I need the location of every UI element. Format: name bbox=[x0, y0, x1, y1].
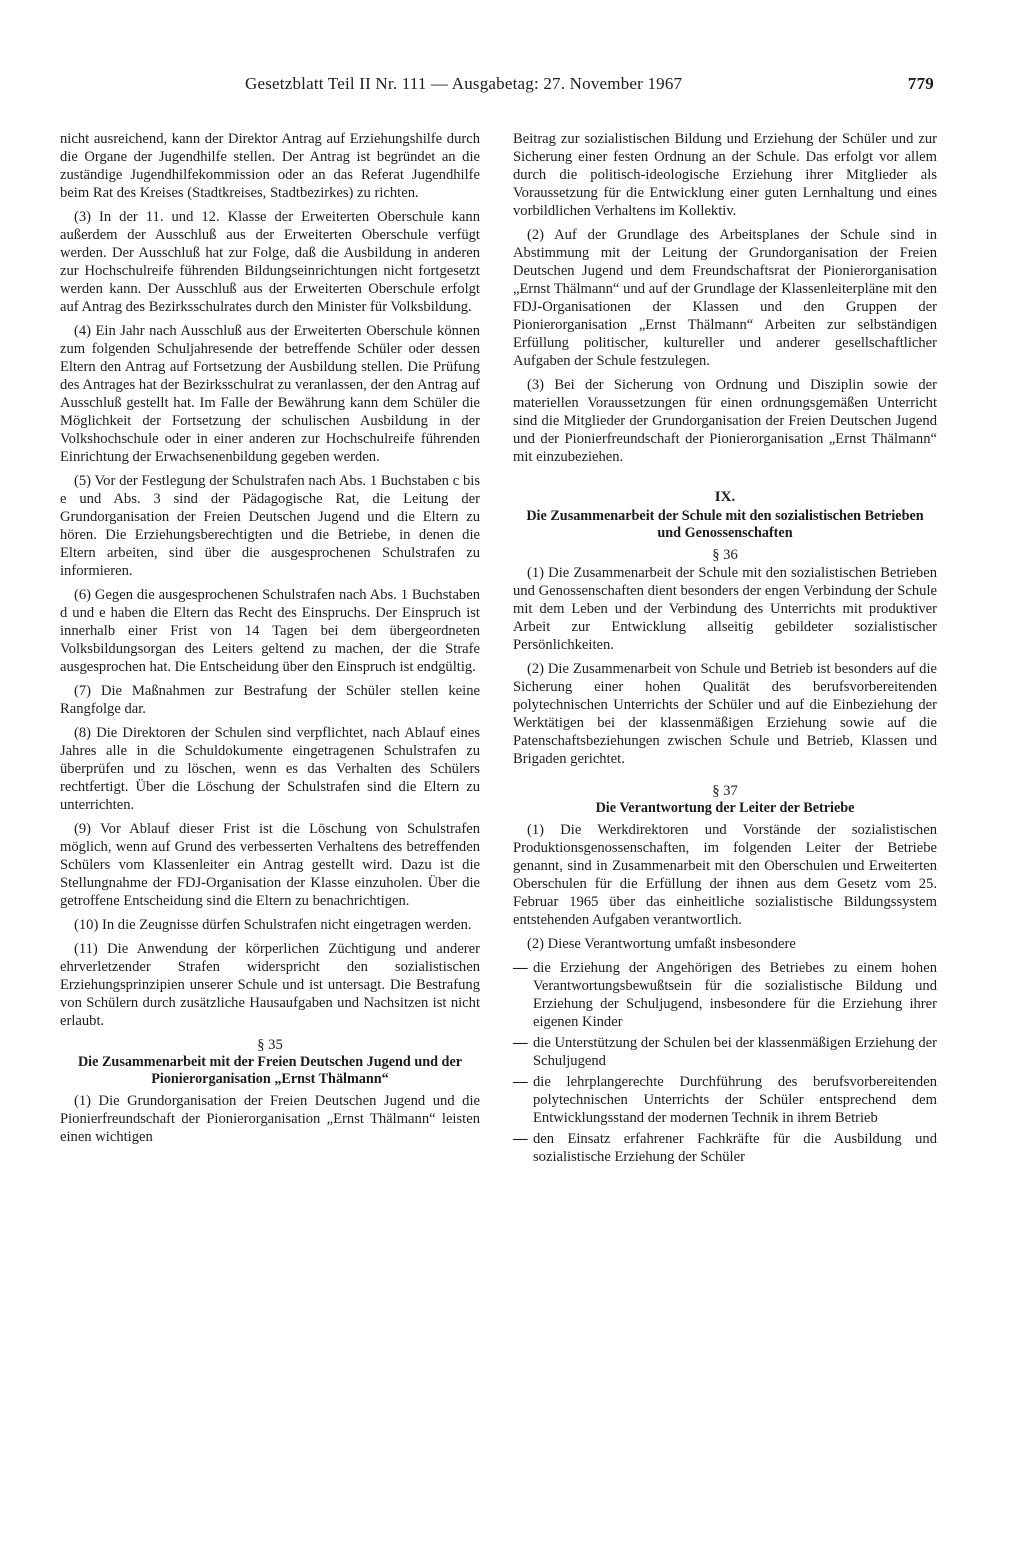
dash-list bbox=[513, 959, 937, 1166]
paragraph: (1) Die Grundorganisation der Freien Deutschen Jugend und die Pionierfreundschaft der Pionierorganisation „Ernst Thälmann“ leisten einen wichtigen bbox=[60, 1093, 480, 1145]
header-title: Gesetzblatt Teil II Nr. 111 — Ausgabetag: 27. November 1967 bbox=[245, 74, 683, 93]
section-number: § 35 bbox=[257, 1037, 283, 1053]
chapter-heading: Die Zusammenarbeit der Schule mit den sozialistischen Betrieben und Genossenschaften bbox=[526, 508, 924, 541]
list-item-text: die Erziehung der Angehörigen des Betriebes zu einem hohen Verantwortungsbewußtsein für die sozialistische Bildung und Erziehung der Schuljugend, insbesondere für die Erziehung ihrer eigenen Kinder bbox=[533, 960, 937, 1030]
list-item bbox=[513, 1073, 937, 1127]
list-item-text: die Unterstützung der Schulen bei der klassenmäßigen Erziehung der Schuljugend bbox=[533, 1035, 937, 1069]
dash-marker: — bbox=[513, 1131, 528, 1147]
paragraph: (2) Diese Verantwortung umfaßt insbesondere bbox=[527, 936, 796, 952]
paragraph: (7) Die Maßnahmen zur Bestrafung der Schüler stellen keine Rangfolge dar. bbox=[60, 683, 480, 717]
paragraph: nicht ausreichend, kann der Direktor Antrag auf Erziehungshilfe durch die Organe der Jugendhilfe stellen. Der Antrag ist begründet an die zuständige Jugendhilfekommission oder an das Referat Jugendhilfe beim Rat des Kreises (Stadtkreises, Stadtbezirkes) zu richten. bbox=[60, 131, 480, 201]
chapter-number: IX. bbox=[714, 489, 736, 505]
paragraph: (2) Auf der Grundlage des Arbeitsplanes der Schule sind in Abstimmung mit der Leitung der Grundorganisation der Freien Deutschen Jugend und dem Freundschaftsrat der Pionierorganisation „Ernst Thälmann“ und auf der Grundlage der Klassenleiterpläne mit den FDJ-Organisationen der Klassen und den Gruppen der Pionierorganisation „Ernst Thälmann“ Arbeiten zur selbständigen Erfüllung politischer, kultureller und anderer gesellschaftlicher Aufgaben der Schule festzulegen. bbox=[513, 227, 937, 369]
section-number: § 37 bbox=[712, 783, 738, 799]
list-item bbox=[513, 1130, 937, 1166]
paragraph: (8) Die Direktoren der Schulen sind verpflichtet, nach Ablauf eines Jahres alle in die Schuldokumente eingetragenen Schulstrafen zu überprüfen und zu löschen, wenn es das Verhalten des Schülers rechtfertigt. Über die Löschung der Schulstrafen sind die Eltern zu unterrichten. bbox=[60, 725, 480, 813]
list-item-text: die lehrplangerechte Durchführung des berufsvorbereitenden polytechnischen Unterrichts der Schüler entsprechend dem Entwicklungsstand der modernen Technik in ihrem Betrieb bbox=[533, 1074, 937, 1126]
list-item bbox=[513, 959, 937, 1031]
paragraph: (3) In der 11. und 12. Klasse der Erweiterten Oberschule kann außerdem der Ausschluß aus der Erweiterten Oberschule verfügt werden. Der Ausschluß hat zur Folge, daß die Ausbildung in anderen zur Hochschulreife führenden Bildungseinrichtungen nicht fortgesetzt werden kann. Der Ausschluß aus der Erweiterten Oberschule erfolgt auf Antrag des Bezirksschulrates durch den Minister für Volksbildung. bbox=[60, 209, 480, 315]
paragraph: (10) In die Zeugnisse dürfen Schulstrafen nicht eingetragen werden. bbox=[74, 917, 472, 933]
section-heading: Die Zusammenarbeit mit der Freien Deutschen Jugend und der Pionierorganisation „Ernst Thälmann“ bbox=[77, 1054, 463, 1087]
list-item-text: den Einsatz erfahrener Fachkräfte für die Ausbildung und sozialistische Erziehung der Schüler bbox=[533, 1131, 937, 1165]
paragraph: (2) Die Zusammenarbeit von Schule und Betrieb ist besonders auf die Sicherung einer hohen Qualität des berufsvorbereitenden polytechnischen Unterrichts der Schüler und auf die Einbeziehung der Werktätigen bei der klassenmäßigen Erziehung sowie auf die Patenschaftsbeziehungen zwischen Schule und Betrieb, Klassen und Brigaden gerichtet. bbox=[513, 661, 937, 767]
paragraph: (11) Die Anwendung der körperlichen Züchtigung und anderer ehrverletzender Strafen widerspricht den sozialistischen Erziehungsprinzipien unserer Schule und ist untersagt. Die Bestrafung von Schülern durch zusätzliche Hausaufgaben und Nachsitzen ist nicht erlaubt. bbox=[60, 941, 480, 1029]
paragraph: (4) Ein Jahr nach Ausschluß aus der Erweiterten Oberschule können zum folgenden Schuljahresende der betreffende Schüler oder dessen Eltern den Antrag auf Fortsetzung der Ausbildung stellen. Die Prüfung des Antrages hat der Bezirksschulrat zu veranlassen, der den Antrag auf Ausschluß gestellt hat. Im Falle der Bewährung kann dem Schüler die Möglichkeit der Fortsetzung der schulischen Ausbildung in der Volkshochschule oder in einer anderen zur Hochschulreife führenden Einrichtung der Erwachsenenbildung gegeben werden. bbox=[60, 323, 480, 465]
dash-marker: — bbox=[513, 960, 528, 976]
section-heading: Die Verantwortung der Leiter der Betriebe bbox=[595, 800, 855, 816]
right-column bbox=[513, 130, 937, 1169]
paragraph: (6) Gegen die ausgesprochenen Schulstrafen nach Abs. 1 Buchstaben d und e haben die Eltern das Recht des Einspruchs. Der Einspruch ist innerhalb einer Frist von 14 Tagen bei dem übergeordneten Volksbildungsorgan des Leiters geltend zu machen, der die Strafe ausgesprochen hat. Die Entscheidung über den Einspruch ist endgültig. bbox=[60, 587, 480, 675]
paragraph: (5) Vor der Festlegung der Schulstrafen nach Abs. 1 Buchstaben c bis e und Abs. 3 sind der Pädagogische Rat, die Leitung der Grundorganisation der Freien Deutschen Jugend und die Eltern zu hören. Die Erziehungsberechtigten und die Betriebe, in denen die Eltern arbeiten, sind über die ausgesprochenen Schulstrafen zu informieren. bbox=[60, 473, 480, 579]
paragraph: (1) Die Werkdirektoren und Vorstände der sozialistischen Produktionsgenossenschaften, im folgenden Leiter der Betriebe genannt, sind in Zusammenarbeit mit den Oberschulen und Erweiterten Oberschulen für die Erfüllung der ihnen aus dem Gesetz vom 25. Februar 1965 über das einheitliche sozialistische Bildungssystem entstehenden Aufgaben verantwortlich. bbox=[513, 822, 937, 928]
page-header bbox=[60, 74, 934, 102]
list-item bbox=[513, 1034, 937, 1070]
paragraph: (3) Bei der Sicherung von Ordnung und Disziplin sowie der materiellen Voraussetzungen für einen ordnungsgemäßen Unterricht sind die Mitglieder der Grundorganisation der Freien Deutschen Jugend und der Pionierfreundschaft der Pionierorganisation „Ernst Thälmann“ mit einzubeziehen. bbox=[513, 377, 937, 465]
dash-marker: — bbox=[513, 1074, 528, 1090]
section-number: § 36 bbox=[712, 547, 738, 563]
page-number: 779 bbox=[907, 74, 934, 93]
paragraph: (9) Vor Ablauf dieser Frist ist die Löschung von Schulstrafen möglich, wenn auf Grund des verbesserten Verhaltens des betreffenden Schülers vom Klassenleiter ein Antrag gestellt wird. Dazu ist die Stellungnahme der FDJ-Organisation der Klasse einzuholen. Über die getroffene Entscheidung sind die Eltern zu benachrichtigen. bbox=[60, 821, 480, 909]
paragraph: Beitrag zur sozialistischen Bildung und Erziehung der Schüler und zur Sicherung einer festen Ordnung an der Schule. Das erfolgt vor allem durch die politisch-ideologische Erziehung ihrer Mitglieder als Voraussetzung für die Entwicklung einer guten Lernhaltung und eines vorbildlichen Verhaltens im Kollektiv. bbox=[513, 131, 937, 219]
paragraph: (1) Die Zusammenarbeit der Schule mit den sozialistischen Betrieben und Genossenschaften dient besonders der engen Verbindung der Schule mit dem Leben und der Verbindung des Unterrichts mit produktiver Arbeit zur Entwicklung allseitig gebildeter sozialistischer Persönlichkeiten. bbox=[513, 565, 937, 653]
left-column bbox=[60, 130, 480, 1152]
dash-marker: — bbox=[513, 1035, 528, 1051]
